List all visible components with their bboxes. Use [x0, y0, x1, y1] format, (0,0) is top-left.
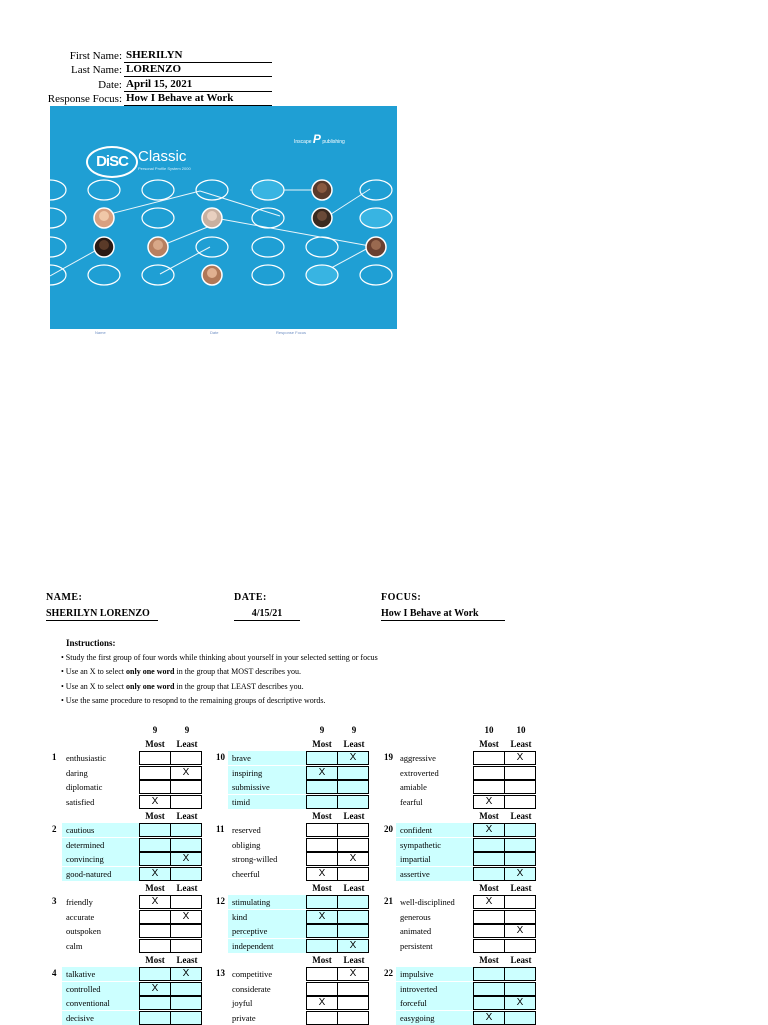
most-checkbox[interactable]: [306, 852, 338, 866]
most-header: Most: [479, 739, 499, 749]
least-header: Least: [343, 883, 365, 893]
publisher-logo: [294, 132, 345, 146]
least-checkbox[interactable]: [504, 910, 536, 924]
least-checkbox[interactable]: [504, 766, 536, 780]
most-checkbox[interactable]: [306, 982, 338, 996]
group-number: 13: [216, 968, 225, 978]
group-number: 19: [384, 752, 393, 762]
descriptor-word: well-disciplined: [400, 897, 455, 907]
instruction-bullet-1: • Study the first group of four words while thinking about yourself in your selected setting or focus: [61, 653, 378, 662]
most-checkbox[interactable]: [473, 838, 505, 852]
most-checkbox[interactable]: [139, 838, 171, 852]
most-checkbox[interactable]: [306, 780, 338, 794]
least-header: Least: [343, 811, 365, 821]
least-checkbox[interactable]: [170, 823, 202, 837]
least-checkbox[interactable]: [504, 895, 536, 909]
band-label-name: Name: [95, 330, 106, 335]
least-checkbox[interactable]: [170, 939, 202, 953]
group-number: 20: [384, 824, 393, 834]
disc-logo: DiSC: [86, 146, 138, 178]
last-name-row: [40, 63, 272, 78]
descriptor-word: animated: [400, 926, 432, 936]
least-checkbox[interactable]: [170, 996, 202, 1010]
group-number: 22: [384, 968, 393, 978]
most-checkbox[interactable]: X: [139, 982, 171, 996]
group-number: 11: [216, 824, 225, 834]
least-checkbox[interactable]: [170, 924, 202, 938]
instruction-bullet-4: • Use the same procedure to resopnd to the remaining groups of descriptive words.: [61, 696, 326, 705]
date-value[interactable]: April 15, 2021: [124, 78, 272, 92]
least-checkbox[interactable]: [504, 795, 536, 809]
least-checkbox[interactable]: [170, 780, 202, 794]
least-checkbox[interactable]: [337, 838, 369, 852]
least-checkbox[interactable]: [504, 780, 536, 794]
least-checkbox[interactable]: [337, 1011, 369, 1025]
descriptor-word: assertive: [396, 867, 474, 881]
descriptor-word: amiable: [400, 782, 427, 792]
most-checkbox[interactable]: X: [306, 910, 338, 924]
least-checkbox[interactable]: X: [504, 867, 536, 881]
descriptor-word: talkative: [62, 967, 140, 981]
most-checkbox[interactable]: [139, 751, 171, 765]
descriptor-word: perceptive: [228, 924, 306, 938]
most-count: 9: [152, 725, 158, 735]
least-header: Least: [343, 955, 365, 965]
least-header: Least: [510, 739, 532, 749]
instruction-bullet-2: • Use an X to select only one word in the group that MOST describes you.: [61, 667, 301, 676]
least-header: Least: [176, 811, 198, 821]
least-checkbox[interactable]: [337, 996, 369, 1010]
response-focus-value[interactable]: How I Behave at Work: [124, 92, 272, 106]
most-checkbox[interactable]: X: [473, 1011, 505, 1025]
least-checkbox[interactable]: [504, 1011, 536, 1025]
least-checkbox[interactable]: X: [170, 910, 202, 924]
descriptor-word: impartial: [396, 852, 474, 866]
descriptor-word: joyful: [232, 998, 253, 1008]
least-checkbox[interactable]: X: [337, 939, 369, 953]
most-checkbox[interactable]: X: [473, 795, 505, 809]
most-checkbox[interactable]: X: [306, 867, 338, 881]
descriptor-word: confident: [396, 823, 474, 837]
most-checkbox[interactable]: X: [306, 996, 338, 1010]
least-header: Least: [176, 883, 198, 893]
descriptor-word: independent: [228, 939, 306, 953]
descriptor-word: reserved: [232, 825, 261, 835]
last-name-value[interactable]: LORENZO: [124, 63, 272, 77]
least-checkbox[interactable]: [170, 751, 202, 765]
least-checkbox[interactable]: [337, 823, 369, 837]
most-checkbox[interactable]: [473, 910, 505, 924]
most-checkbox[interactable]: [473, 967, 505, 981]
most-header: Most: [479, 883, 499, 893]
most-checkbox[interactable]: [139, 1011, 171, 1025]
date-value-2[interactable]: 4/15/21: [234, 608, 300, 621]
descriptor-word: persistent: [400, 940, 433, 951]
cover-footer-band: [50, 326, 397, 341]
most-checkbox[interactable]: [473, 766, 505, 780]
date-label-2: DATE:: [234, 592, 267, 603]
least-checkbox[interactable]: X: [504, 924, 536, 938]
response-focus-label: Response Focus:: [47, 93, 122, 105]
most-checkbox[interactable]: X: [139, 895, 171, 909]
least-header: Least: [343, 739, 365, 749]
most-checkbox[interactable]: [139, 939, 171, 953]
most-checkbox[interactable]: [306, 795, 338, 809]
descriptor-word: obliging: [232, 839, 261, 850]
descriptor-word: friendly: [66, 897, 93, 907]
most-header: Most: [145, 739, 165, 749]
most-checkbox[interactable]: X: [139, 795, 171, 809]
least-count: 10: [516, 725, 526, 735]
group-number: 1: [52, 752, 57, 762]
focus-value[interactable]: How I Behave at Work: [381, 608, 505, 621]
name-value[interactable]: SHERILYN LORENZO: [46, 608, 158, 621]
least-checkbox[interactable]: [504, 982, 536, 996]
last-name-label: Last Name:: [70, 64, 122, 76]
publisher-small: Inscape: [294, 139, 312, 145]
most-checkbox[interactable]: [139, 766, 171, 780]
most-checkbox[interactable]: [473, 996, 505, 1010]
descriptor-word: diplomatic: [66, 782, 103, 792]
first-name-value[interactable]: SHERILYN: [124, 49, 272, 63]
most-header: Most: [145, 811, 165, 821]
descriptor-word: outspoken: [66, 926, 101, 936]
least-checkbox[interactable]: [337, 895, 369, 909]
least-count: 9: [351, 725, 357, 735]
most-checkbox[interactable]: [473, 924, 505, 938]
most-checkbox[interactable]: [306, 751, 338, 765]
least-header: Least: [176, 955, 198, 965]
descriptor-word: extroverted: [400, 767, 439, 778]
least-checkbox[interactable]: [504, 852, 536, 866]
descriptor-word: decisive: [62, 1011, 140, 1025]
least-checkbox[interactable]: X: [337, 967, 369, 981]
first-name-label: First Name:: [69, 49, 122, 62]
most-checkbox[interactable]: [139, 924, 171, 938]
band-label-focus: Response Focus: [276, 330, 307, 335]
least-header: Least: [510, 883, 532, 893]
descriptor-word: aggressive: [400, 753, 436, 763]
instruction-bullet-3: • Use an X to select only one word in the group that LEAST describes you.: [61, 682, 304, 691]
descriptor-word: introverted: [396, 982, 474, 996]
least-checkbox[interactable]: [504, 823, 536, 837]
date-row: [40, 77, 272, 92]
date-label: Date:: [98, 78, 122, 91]
least-checkbox[interactable]: [337, 982, 369, 996]
cover-portrait-photos: [94, 180, 386, 285]
descriptor-word: conventional: [62, 996, 140, 1010]
cover-subtitle: Personal Profile System 2000: [138, 166, 191, 171]
most-checkbox[interactable]: [139, 852, 171, 866]
publisher-mark: P: [312, 132, 321, 146]
descriptor-word: brave: [228, 751, 306, 765]
least-checkbox[interactable]: [337, 766, 369, 780]
descriptor-word: cheerful: [232, 868, 260, 879]
most-checkbox[interactable]: [473, 780, 505, 794]
least-header: Least: [510, 955, 532, 965]
least-count: 9: [184, 725, 190, 735]
descriptor-word: kind: [228, 910, 306, 924]
instructions-title: Instructions:: [66, 638, 116, 648]
descriptor-word: calm: [66, 940, 83, 951]
least-checkbox[interactable]: X: [337, 751, 369, 765]
most-checkbox[interactable]: [473, 852, 505, 866]
least-checkbox[interactable]: [170, 982, 202, 996]
most-checkbox[interactable]: [306, 1011, 338, 1025]
most-header: Most: [145, 883, 165, 893]
most-checkbox[interactable]: [139, 996, 171, 1010]
most-checkbox[interactable]: [306, 838, 338, 852]
most-header: Most: [145, 955, 165, 965]
cover-title: Classic: [138, 148, 187, 165]
most-header: Most: [479, 811, 499, 821]
least-checkbox[interactable]: X: [337, 852, 369, 866]
descriptor-word: enthusiastic: [66, 753, 107, 763]
descriptor-word: cautious: [62, 823, 140, 837]
descriptor-word: impulsive: [396, 967, 474, 981]
descriptor-word: determined: [62, 838, 140, 852]
most-header: Most: [312, 883, 332, 893]
least-checkbox[interactable]: X: [504, 751, 536, 765]
most-checkbox[interactable]: X: [306, 766, 338, 780]
least-checkbox[interactable]: X: [170, 766, 202, 780]
most-checkbox[interactable]: [139, 780, 171, 794]
most-count: 9: [319, 725, 325, 735]
descriptor-word: competitive: [232, 969, 273, 979]
descriptor-word: inspiring: [228, 766, 306, 780]
group-number: 21: [384, 896, 393, 906]
least-checkbox[interactable]: [337, 910, 369, 924]
least-header: Least: [176, 739, 198, 749]
descriptor-word: fearful: [400, 796, 423, 807]
least-checkbox[interactable]: X: [170, 852, 202, 866]
most-checkbox[interactable]: X: [473, 895, 505, 909]
descriptor-word: easygoing: [396, 1011, 474, 1025]
most-checkbox[interactable]: [306, 939, 338, 953]
descriptor-word: forceful: [396, 996, 474, 1010]
descriptor-word: stimulating: [228, 895, 306, 909]
descriptor-word: strong-willed: [232, 854, 278, 864]
group-number: 12: [216, 896, 225, 906]
descriptor-word: submissive: [228, 780, 306, 794]
group-number: 2: [52, 824, 57, 834]
group-number: 10: [216, 752, 225, 762]
response-focus-row: [40, 92, 272, 107]
least-checkbox[interactable]: [170, 867, 202, 881]
focus-label: FOCUS:: [381, 592, 422, 603]
descriptor-word: controlled: [62, 982, 140, 996]
most-header: Most: [312, 811, 332, 821]
most-checkbox[interactable]: [473, 867, 505, 881]
most-header: Most: [479, 955, 499, 965]
most-checkbox[interactable]: [473, 751, 505, 765]
least-checkbox[interactable]: [170, 795, 202, 809]
most-header: Most: [312, 739, 332, 749]
descriptor-word: convincing: [62, 852, 140, 866]
most-checkbox[interactable]: [473, 982, 505, 996]
descriptor-word: good-natured: [62, 867, 140, 881]
least-checkbox[interactable]: [337, 795, 369, 809]
least-checkbox[interactable]: [170, 895, 202, 909]
group-number: 4: [52, 968, 57, 978]
descriptor-word: satisfied: [66, 796, 95, 807]
descriptor-word: considerate: [232, 983, 271, 994]
name-label: NAME:: [46, 592, 83, 603]
descriptor-word: generous: [400, 911, 431, 922]
most-checkbox[interactable]: X: [139, 867, 171, 881]
header-form: [40, 48, 272, 106]
descriptor-word: accurate: [66, 911, 95, 922]
most-checkbox[interactable]: [306, 823, 338, 837]
group-number: 3: [52, 896, 57, 906]
most-checkbox[interactable]: X: [473, 823, 505, 837]
most-checkbox[interactable]: [306, 967, 338, 981]
least-header: Least: [510, 811, 532, 821]
least-checkbox[interactable]: [170, 838, 202, 852]
least-checkbox[interactable]: [504, 939, 536, 953]
least-checkbox[interactable]: X: [170, 967, 202, 981]
least-checkbox[interactable]: [337, 924, 369, 938]
most-checkbox[interactable]: [139, 967, 171, 981]
least-checkbox[interactable]: [337, 780, 369, 794]
band-label-date: Date: [210, 330, 219, 335]
least-checkbox[interactable]: [170, 1011, 202, 1025]
most-checkbox[interactable]: [306, 895, 338, 909]
most-checkbox[interactable]: [473, 939, 505, 953]
publisher-rest: publishing: [322, 139, 345, 145]
most-header: Most: [312, 955, 332, 965]
descriptor-word: timid: [228, 795, 306, 809]
least-checkbox[interactable]: X: [504, 996, 536, 1010]
most-checkbox[interactable]: [139, 910, 171, 924]
descriptor-word: sympathetic: [396, 838, 474, 852]
least-checkbox[interactable]: [504, 967, 536, 981]
disc-cover-image: [50, 106, 397, 341]
most-checkbox[interactable]: [139, 823, 171, 837]
descriptor-word: daring: [66, 767, 88, 778]
first-name-row: [40, 48, 272, 63]
least-checkbox[interactable]: [337, 867, 369, 881]
most-checkbox[interactable]: [306, 924, 338, 938]
most-count: 10: [484, 725, 494, 735]
least-checkbox[interactable]: [504, 838, 536, 852]
descriptor-word: private: [232, 1012, 256, 1023]
